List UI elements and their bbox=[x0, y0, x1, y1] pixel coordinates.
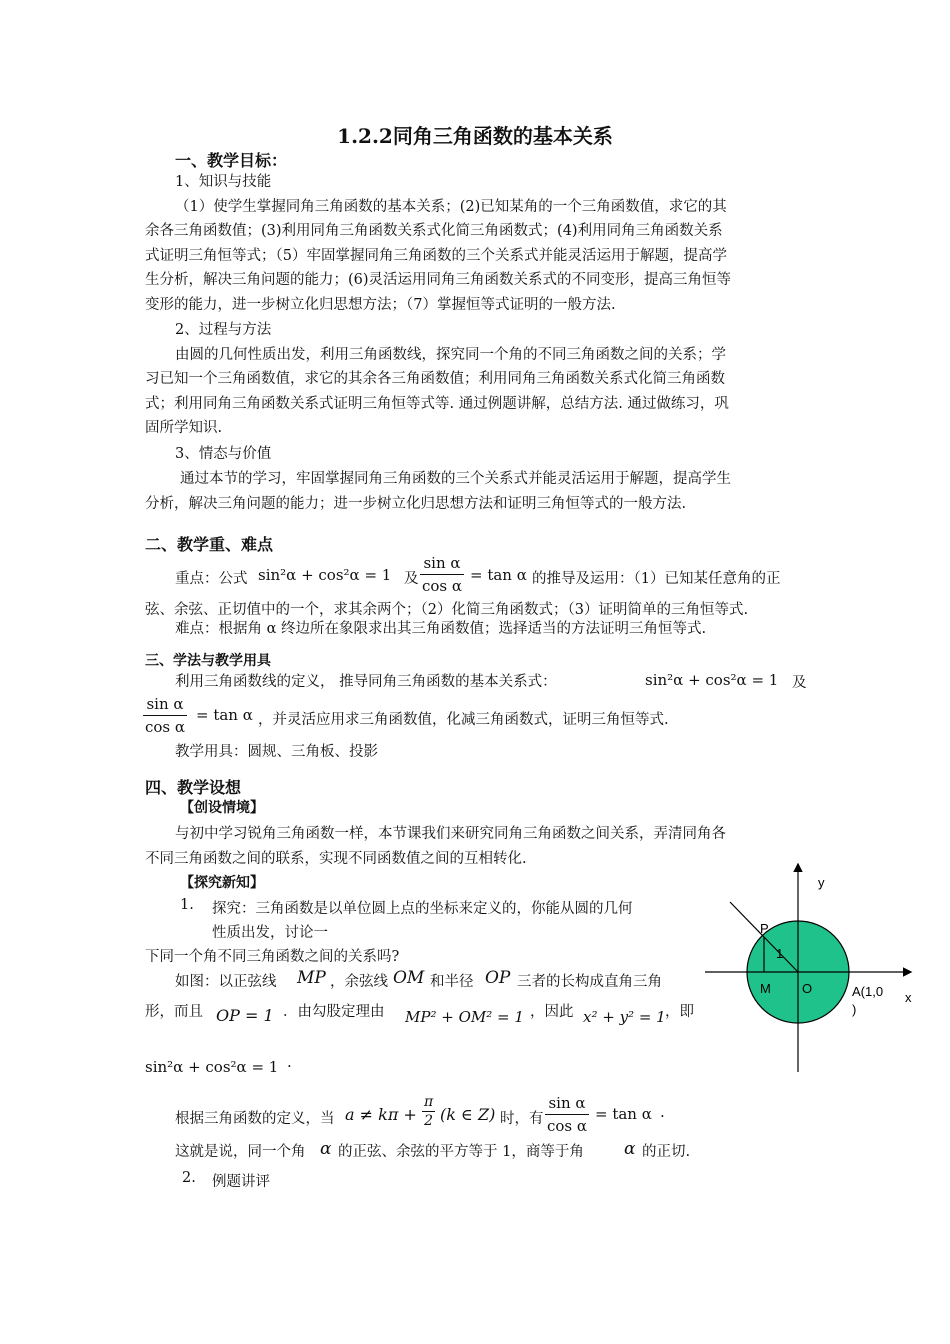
formula-period: . bbox=[660, 1103, 665, 1121]
paragraph-line: 与初中学习锐角三角函数一样，本节课我们来研究同角三角函数之间关系，弄清同角各 bbox=[175, 826, 726, 842]
definition-prefix: 根据三角函数的定义，当 bbox=[175, 1111, 335, 1127]
triangle-mid: ．由勾股定理由 bbox=[283, 1004, 385, 1020]
summary-part: 的正切. bbox=[642, 1144, 691, 1160]
tag-explore: 【探究新知】 bbox=[180, 875, 264, 891]
example-heading: 例题讲评 bbox=[212, 1174, 270, 1190]
section-heading-methods: 三、学法与教学用具 bbox=[145, 653, 271, 669]
formula-OP-eq-1: OP = 1 bbox=[216, 1006, 274, 1025]
key-point-prefix: 重点：公式 bbox=[175, 571, 248, 587]
fraction-denominator: cos α bbox=[145, 718, 186, 736]
formula-xy: x² + y² = 1 bbox=[583, 1008, 666, 1026]
symbol-OM: OM bbox=[393, 968, 425, 988]
formula-k-in-z: (k ∈ Z) bbox=[440, 1105, 496, 1124]
paragraph-line: 通过本节的学习，牢固掌握同角三角函数的三个关系式并能灵活运用于解题，提高学生 bbox=[180, 471, 731, 487]
section-heading-design: 四、教学设想 bbox=[145, 778, 242, 797]
formula-pythagorean: sin²α + cos²α = 1 bbox=[258, 566, 392, 584]
triangle-mid: ，因此 bbox=[530, 1004, 574, 1020]
paragraph-line: 式；利用同角三角函数关系式证明三角恒等式等. 通过例题讲解，总结方法. 通过做练习，巩 bbox=[145, 396, 729, 412]
paragraph-line: 式证明三角恒等式；（5）牢固掌握同角三角函数的三个关系式并能灵活运用于解题，提高学 bbox=[145, 248, 727, 264]
formula-condition: a ≠ kπ + bbox=[345, 1105, 417, 1124]
explore-number: 1. bbox=[180, 897, 194, 913]
section-heading-key-points: 二、教学重、难点 bbox=[145, 535, 274, 554]
triangle-prefix: 形，而且 bbox=[145, 1004, 203, 1020]
paragraph-line: 固所学知识. bbox=[145, 420, 223, 436]
example-number: 2. bbox=[182, 1170, 196, 1186]
paragraph-line: （1）使学生掌握同角三角函数的基本关系；(2)已知某角的一个三角函数值，求它的其 bbox=[175, 199, 727, 215]
formula-pythagorean: sin²α + cos²α = 1 bbox=[645, 671, 779, 689]
paragraph-line: 余各三角函数值；(3)利用同角三角函数关系式化简三角函数式；(4)利用同角三角函数关系 bbox=[145, 223, 723, 239]
subheading-values: 3、情态与价值 bbox=[175, 446, 272, 462]
fraction-numerator: sin α bbox=[420, 552, 464, 575]
unit-circle-svg bbox=[700, 860, 930, 1080]
fraction-sin-over-cos bbox=[545, 1092, 589, 1137]
symbol-alpha: α bbox=[624, 1139, 636, 1159]
figure-desc-prefix: 如图：以正弦线 bbox=[175, 974, 277, 990]
symbol-alpha: α bbox=[320, 1139, 332, 1159]
paragraph-line: 探究：三角函数是以单位圆上点的坐标来定义的，你能从圆的几何 bbox=[212, 901, 633, 917]
label-M: M bbox=[760, 981, 771, 996]
paragraph-line: 性质出发，讨论一 bbox=[212, 925, 328, 941]
fraction-numerator: π bbox=[424, 1094, 434, 1110]
tag-create-scenario: 【创设情境】 bbox=[180, 800, 264, 816]
figure-desc-mid: ，余弦线 bbox=[330, 974, 388, 990]
key-point-line: 弦、余弦、正切值中的一个，求其余两个；（2）化简三角函数式；（3）证明简单的三角恒等式. bbox=[145, 602, 749, 618]
formula-pythagorean: sin²α + cos²α = 1 bbox=[145, 1058, 279, 1076]
formula-tan: = tan α bbox=[470, 566, 527, 584]
formula-period: . bbox=[287, 1053, 292, 1071]
formula-tan: = tan α bbox=[595, 1105, 652, 1123]
figure-desc-suffix: 三者的长构成直角三角 bbox=[517, 974, 662, 990]
definition-mid: 时，有 bbox=[500, 1111, 544, 1127]
formula-MP-OM: MP² + OM² = 1 bbox=[405, 1008, 524, 1026]
summary-part: 这就是说，同一个角 bbox=[175, 1144, 306, 1160]
page-title: 1.2.2同角三角函数的基本关系 bbox=[337, 124, 613, 148]
paragraph-line: 变形的能力，进一步树立化归思想方法；（7）掌握恒等式证明的一般方法. bbox=[145, 297, 616, 313]
figure-desc-mid: 和半径 bbox=[430, 974, 474, 990]
label-O: O bbox=[802, 981, 813, 996]
fraction-denominator: cos α bbox=[422, 577, 463, 595]
methods-line-prefix: 利用三角函数线的定义， 推导同角三角函数的基本关系式： bbox=[175, 674, 557, 690]
paragraph-line: 分析，解决三角问题的能力；进一步树立化归思想方法和证明三角恒等式的一般方法. bbox=[145, 496, 687, 512]
fraction-numerator: sin α bbox=[545, 1092, 589, 1115]
fraction-sin-over-cos bbox=[420, 552, 464, 597]
label-A: A(1,0 bbox=[852, 984, 884, 999]
key-point-suffix: 的推导及运用：（1）已知某任意角的正 bbox=[532, 571, 781, 587]
paragraph-line: 下同一个角不同三角函数之间的关系吗? bbox=[145, 949, 400, 965]
label-y: y bbox=[818, 875, 825, 890]
difficulty-line: 难点：根据角 α 终边所在象限求出其三角函数值；选择适当的方法证明三角恒等式. bbox=[175, 621, 707, 637]
paragraph-line: 习已知一个三角函数值，求它的其余各三角函数值；利用同角三角函数关系式化简三角函数 bbox=[145, 371, 725, 387]
key-point-and: 及 bbox=[404, 571, 419, 587]
fraction-numerator: sin α bbox=[143, 693, 187, 716]
fraction-pi-over-2 bbox=[422, 1093, 435, 1130]
label-P: P bbox=[760, 921, 769, 936]
subheading-knowledge: 1、知识与技能 bbox=[175, 174, 272, 190]
symbol-OP: OP bbox=[485, 968, 511, 988]
label-radius-1: 1 bbox=[776, 946, 784, 961]
paragraph-line: 不同三角函数之间的联系，实现不同函数值之间的互相转化. bbox=[145, 851, 527, 867]
label-x: x bbox=[905, 990, 912, 1005]
unit-circle-diagram bbox=[700, 860, 930, 1080]
label-A-close: ) bbox=[852, 1002, 857, 1017]
methods-and: 及 bbox=[792, 675, 807, 691]
paragraph-line: 生分析，解决三角问题的能力；(6)灵活运用同角三角函数关系式的不同变形，提高三角恒等 bbox=[145, 272, 732, 288]
subheading-process: 2、过程与方法 bbox=[175, 322, 272, 338]
triangle-suffix: ，即 bbox=[665, 1004, 694, 1020]
fraction-denominator: cos α bbox=[547, 1117, 588, 1135]
fraction-sin-over-cos bbox=[143, 693, 187, 738]
formula-tan: = tan α bbox=[196, 706, 253, 724]
methods-line-suffix: ，并灵活应用求三角函数值，化减三角函数式，证明三角恒等式. bbox=[258, 712, 669, 728]
teaching-tools: 教学用具：圆规、三角板、投影 bbox=[175, 744, 378, 760]
summary-part: 的正弦、余弦的平方等于 1，商等于角 bbox=[338, 1144, 584, 1160]
paragraph-line: 由圆的几何性质出发，利用三角函数线，探究同一个角的不同三角函数之间的关系；学 bbox=[175, 347, 726, 363]
symbol-MP: MP bbox=[297, 968, 326, 988]
fraction-denominator: 2 bbox=[424, 1113, 434, 1129]
section-heading-objectives: 一、教学目标： bbox=[175, 151, 288, 170]
